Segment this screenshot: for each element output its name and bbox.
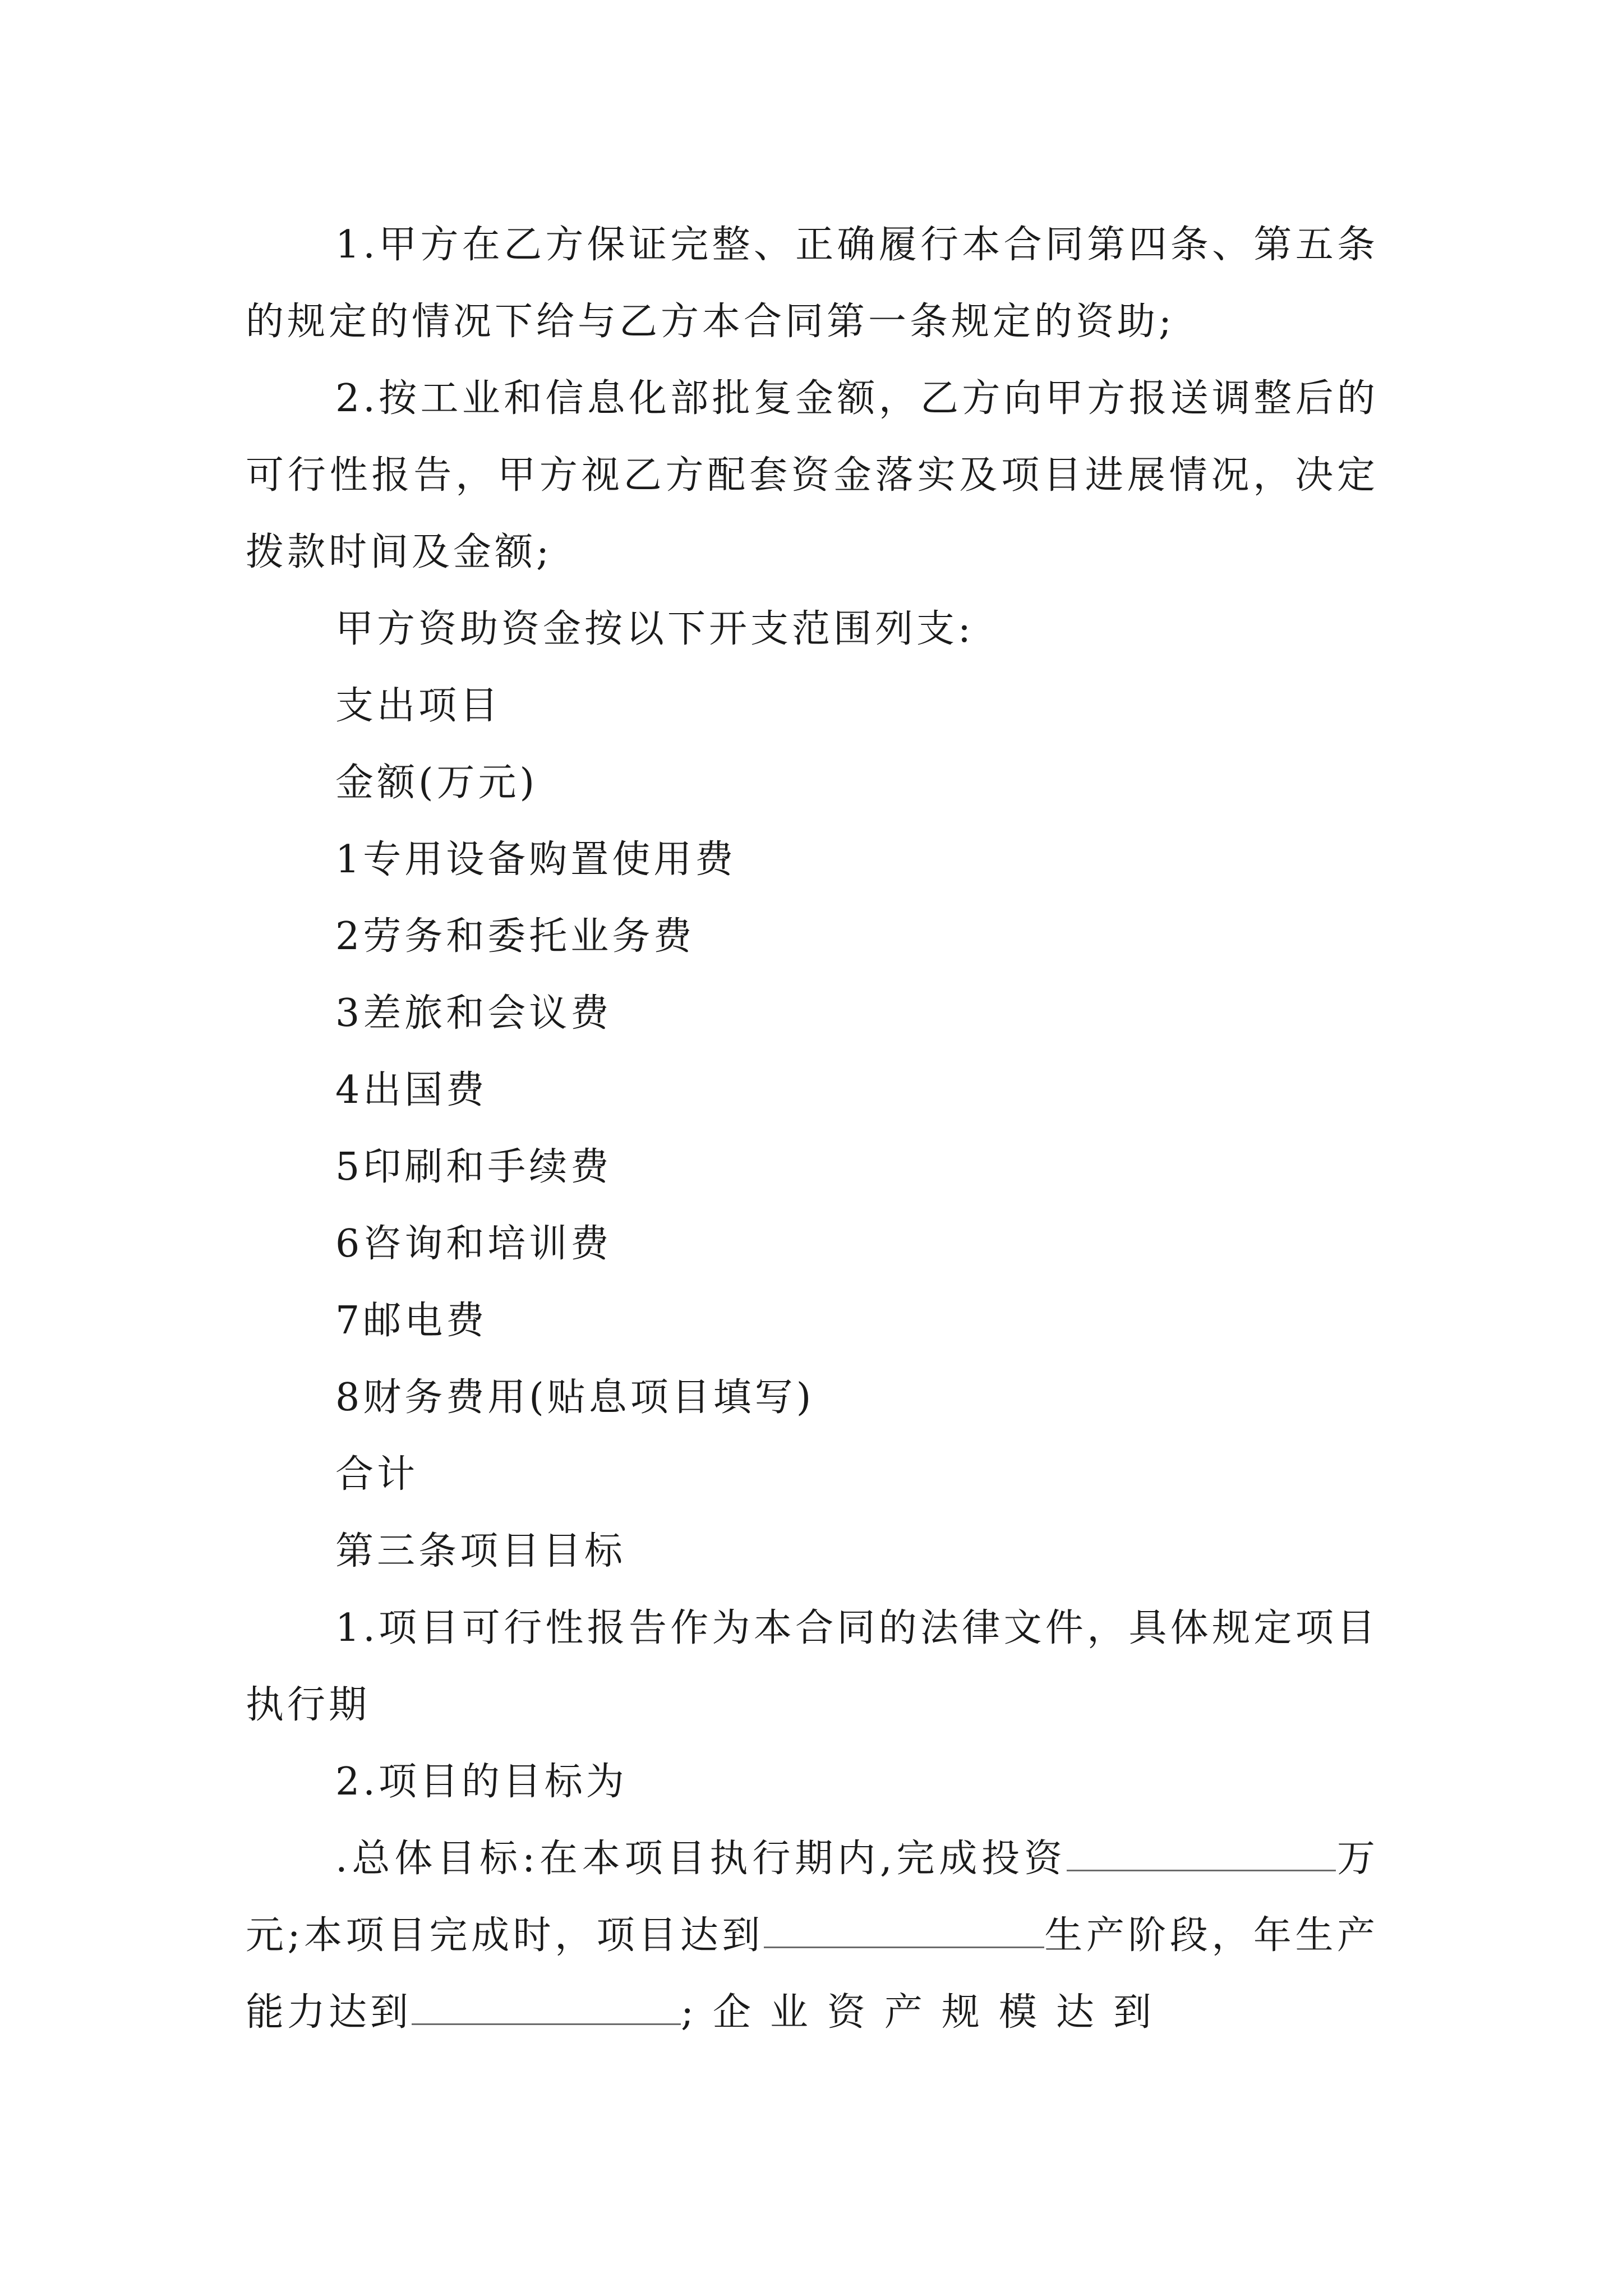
expense-item-7: 7邮电费 xyxy=(335,1299,488,1343)
expense-item-6: 6咨询和培训费 xyxy=(335,1222,612,1266)
capacity-blank[interactable] xyxy=(412,1984,681,2025)
expense-item-3: 3差旅和会议费 xyxy=(335,991,612,1036)
expense-item-1: 1专用设备购置使用费 xyxy=(335,838,737,882)
expense-item-2: 2劳务和委托业务费 xyxy=(335,914,695,959)
stage-blank[interactable] xyxy=(764,1907,1044,1948)
expense-total: 合计 xyxy=(335,1452,419,1497)
expense-item-8: 8财务费用(贴息项目填写) xyxy=(335,1375,815,1420)
expense-item-5: 5印刷和手续费 xyxy=(335,1145,612,1189)
table-header-amount: 金额(万元) xyxy=(335,761,538,805)
goal-text-part-2: 万元;本项目完成时，项目达到 xyxy=(246,1837,1378,1958)
section-heading-article-3: 第三条项目目标 xyxy=(335,1529,626,1573)
investment-blank[interactable] xyxy=(1067,1830,1336,1871)
paragraph-goal-1: 1.项目可行性报告作为本合同的法律文件，具体规定项目执行期 xyxy=(246,1606,1378,1727)
goal-text-part-4: ;企业资产规模达到 xyxy=(681,1990,1170,2035)
paragraph-overall-goal xyxy=(246,1820,1378,2051)
paragraph-funding-scope: 甲方资助资金按以下开支范围列支: xyxy=(335,607,974,651)
paragraph-goal-2: 2.项目的目标为 xyxy=(335,1760,628,1804)
expense-item-4: 4出国费 xyxy=(335,1068,488,1112)
paragraph-clause-2: 2.按工业和信息化部批复金额，乙方向甲方报送调整后的可行性报告，甲方视乙方配套资金落实及项目进展情况，决定拨款时间及金额; xyxy=(246,376,1378,574)
document-body xyxy=(246,206,1378,2051)
goal-text-part-1: .总体目标:在本项目执行期内,完成投资 xyxy=(335,1837,1067,1881)
goal-text-part-3: 生产阶段，年生产能力达到 xyxy=(246,1913,1378,2035)
paragraph-clause-1: 1.甲方在乙方保证完整、正确履行本合同第四条、第五条的规定的情况下给与乙方本合同第一条规定的资助; xyxy=(246,223,1378,344)
table-header-item: 支出项目 xyxy=(335,684,502,728)
